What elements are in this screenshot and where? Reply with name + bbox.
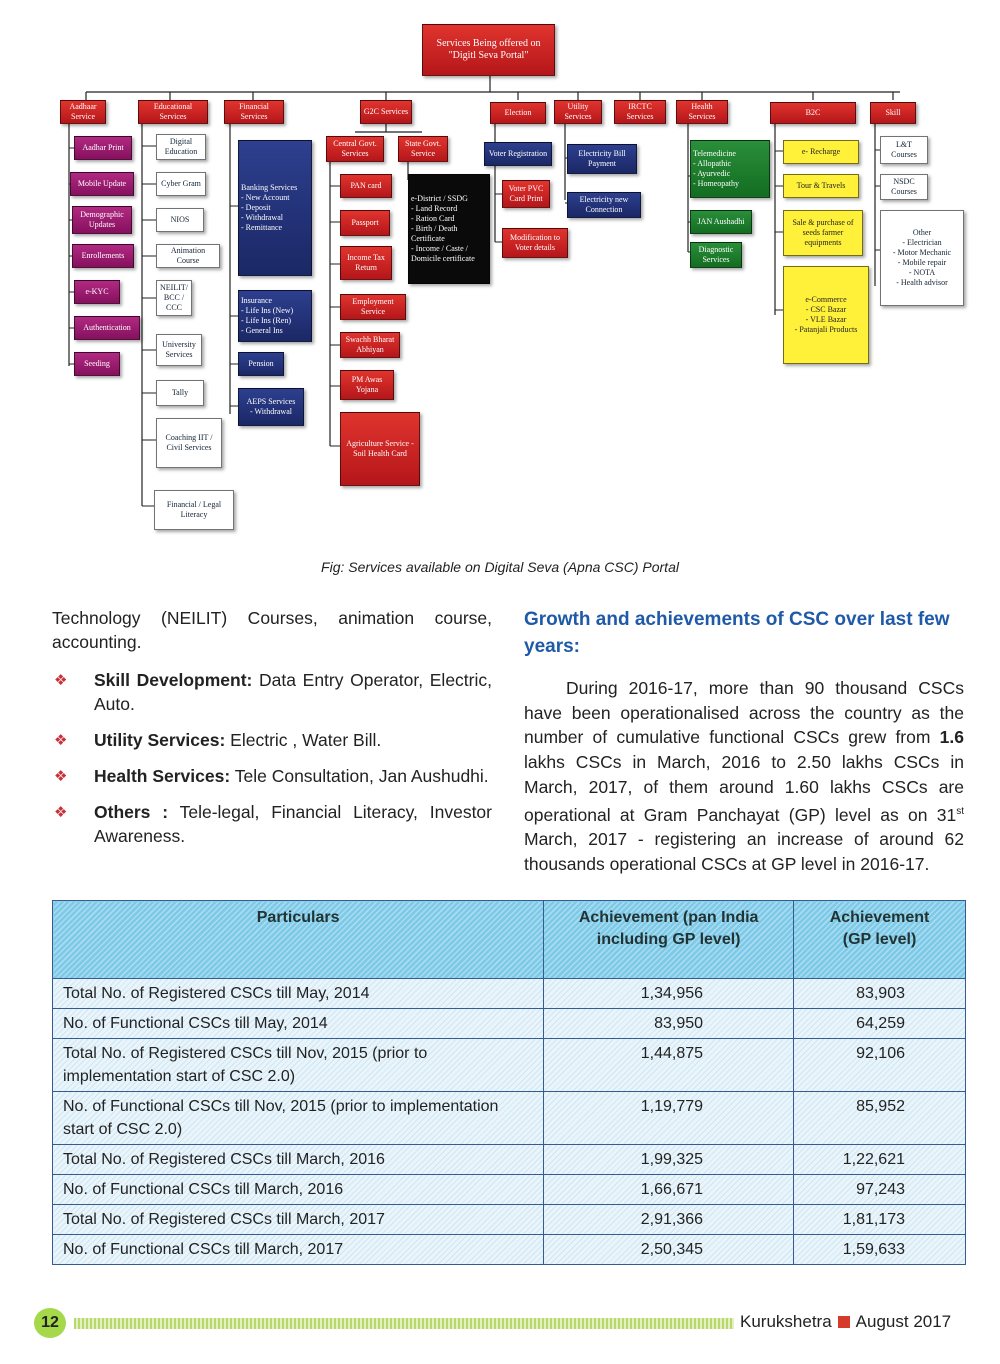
- g2c-state: State Govt. Service: [398, 136, 448, 162]
- page-number: 12: [34, 1308, 66, 1338]
- header-gp-level: Achievement (GP level): [794, 901, 966, 979]
- g2c-central: Central Govt. Services: [326, 136, 384, 162]
- diamond-bullet-icon: ❖: [54, 768, 68, 785]
- achievement-table: [52, 900, 966, 1265]
- central-item: Income Tax Return: [340, 246, 392, 280]
- pension-box: Pension: [238, 352, 284, 376]
- category-election: Election: [490, 102, 546, 124]
- diamond-bullet-icon: ❖: [54, 672, 68, 689]
- aadhaar-item: Demographic Updates: [72, 206, 132, 234]
- footer-publication: [740, 1312, 951, 1332]
- skill-item: L&T Courses: [880, 136, 928, 164]
- aadhaar-item: e-KYC: [74, 280, 120, 304]
- category-educational: Educational Services: [138, 100, 208, 124]
- table-row: No. of Functional CSCs till Nov, 2015 (prior to implementation start of CSC 2.0) 1,19,779 85,952: [53, 1092, 966, 1145]
- table-row: Total No. of Registered CSCs till May, 2014 1,34,956 83,903: [53, 979, 966, 1009]
- skill-other-box: Other - Electrician - Motor Mechanic - Mobile repair - NOTA - Health advisor: [880, 210, 964, 306]
- central-item: Agriculture Service - Soil Health Card: [340, 412, 420, 486]
- election-item: Voter PVC Card Print: [502, 180, 550, 208]
- education-item: NEILIT/ BCC / CCC: [156, 280, 192, 316]
- category-health: Health Services: [676, 100, 728, 124]
- page-footer: [34, 1308, 980, 1338]
- education-item: University Services: [156, 334, 202, 366]
- category-skill: Skill: [870, 102, 916, 124]
- utility-item: Electricity new Connection: [567, 192, 641, 218]
- chart-root: Services Being offered on "Digitl Seva Portal": [422, 24, 555, 76]
- education-item: Coaching IIT / Civil Services: [156, 418, 222, 468]
- figure-caption: Fig: Services available on Digital Seva (Apna CSC) Portal: [321, 559, 679, 575]
- list-item: ❖ Health Services: Tele Consultation, Jan Aushudhi.: [52, 764, 492, 788]
- aadhaar-item: Mobile Update: [70, 172, 134, 196]
- square-separator-icon: [838, 1316, 850, 1328]
- b2c-item: e- Recharge: [783, 140, 859, 164]
- issue-date: August 2017: [855, 1312, 952, 1331]
- jan-aushadhi-box: JAN Aushadhi: [690, 210, 752, 234]
- ecommerce-box: e-Commerce - CSC Bazar - VLE Bazar - Patanjali Products: [783, 266, 869, 364]
- growth-paragraph: During 2016-17, more than 90 thousand CSCs have been operationalised across the country as the number of cumulative functional CSCs grew from 1.6 lakhs CSCs in March, 2016 to 2.50 lakhs CSCs in March, 2017, of them around 1.60 lakhs CSCs are operational at Gram Panchayat (GP) level as on 31st March, 2017 - registering an increase of around 62 thousands operational CSCs at GP level in 2016-17.: [524, 678, 964, 874]
- category-b2c: B2C: [770, 102, 856, 124]
- section-heading: Growth and achievements of CSC over last few years:: [524, 609, 950, 657]
- utility-item: Electricity Bill Payment: [567, 144, 637, 174]
- list-item: ❖ Others : Tele-legal, Financial Literacy, Investor Awareness.: [54, 802, 492, 846]
- central-item: PAN card: [340, 174, 392, 198]
- central-item: Employment Service: [340, 294, 406, 320]
- central-item: PM Awas Yojana: [340, 370, 394, 400]
- insurance-box: Insurance - Life Ins (New) - Life Ins (Ren) - General Ins: [238, 290, 312, 342]
- aadhaar-item: Seeding: [74, 352, 120, 376]
- category-utility: Utility Services: [554, 100, 602, 124]
- header-pan-india: Achievement (pan India including GP level): [544, 901, 794, 979]
- education-item: Financial / Legal Literacy: [154, 490, 234, 530]
- list-item: ❖ Utility Services: Electric , Water Bill.: [52, 728, 492, 752]
- education-item: Digital Education: [156, 134, 206, 160]
- education-item: NIOS: [156, 208, 204, 232]
- category-financial: Financial Services: [224, 100, 284, 124]
- skill-item: NSDC Courses: [880, 174, 928, 200]
- diamond-bullet-icon: ❖: [54, 804, 68, 821]
- diagnostic-box: Diagnostic Services: [690, 242, 742, 268]
- category-g2c: G2C Services: [360, 100, 412, 124]
- education-item: Tally: [156, 380, 204, 406]
- left-column: [52, 606, 492, 860]
- footer-decorative-bar: [74, 1318, 734, 1329]
- aeps-box: AEPS Services - Withdrawal: [238, 388, 304, 426]
- central-item: Passport: [340, 210, 390, 236]
- header-particulars: Particulars: [53, 901, 544, 979]
- b2c-item: Tour & Travels: [783, 174, 859, 198]
- category-aadhaar: Aadhaar Service: [60, 100, 106, 124]
- magazine-name: Kurukshetra: [740, 1312, 832, 1331]
- b2c-item: Sale & purchase of seeds farmer equipments: [783, 210, 863, 256]
- service-list: [52, 668, 492, 848]
- table-row: Total No. of Registered CSCs till March, 2017 2,91,366 1,81,173: [53, 1205, 966, 1235]
- table-row: Total No. of Registered CSCs till Nov, 2015 (prior to implementation start of CSC 2.0) 1,44,875 92,106: [53, 1039, 966, 1092]
- intro-text: Technology (NEILIT) Courses, animation course, accounting.: [52, 608, 492, 652]
- aadhaar-item: Authentication: [74, 316, 140, 340]
- list-item: ❖ Skill Development: Data Entry Operator, Electric, Auto.: [54, 670, 492, 714]
- election-item: Voter Registration: [484, 142, 552, 166]
- election-item: Modification to Voter details: [502, 228, 568, 258]
- table-row: No. of Functional CSCs till May, 2014 83,950 64,259: [53, 1009, 966, 1039]
- table-row: Total No. of Registered CSCs till March, 2016 1,99,325 1,22,621: [53, 1145, 966, 1175]
- education-item: Cyber Gram: [156, 172, 206, 196]
- aadhaar-item: Enrollements: [72, 244, 134, 268]
- telemedicine-box: Telemedicine - Allopathic - Ayurvedic - Homeopathy: [690, 140, 770, 198]
- diamond-bullet-icon: ❖: [54, 732, 68, 749]
- services-chart: [0, 0, 1000, 560]
- aadhaar-item: Aadhar Print: [74, 136, 132, 160]
- central-item: Swachh Bharat Abhiyan: [340, 332, 400, 358]
- state-services-box: e-District / SSDG - Land Record - Ration Card - Birth / Death Certificate - Income / Caste / Domicile certificate: [408, 174, 490, 284]
- category-irctc: IRCTC Services: [614, 100, 666, 124]
- education-item: Animation Course: [156, 244, 220, 268]
- banking-services-box: Banking Services - New Account - Deposit - Withdrawal - Remittance: [238, 140, 312, 276]
- right-column: [524, 606, 964, 876]
- table-row: No. of Functional CSCs till March, 2016 1,66,671 97,243: [53, 1175, 966, 1205]
- table-row: No. of Functional CSCs till March, 2017 2,50,345 1,59,633: [53, 1235, 966, 1265]
